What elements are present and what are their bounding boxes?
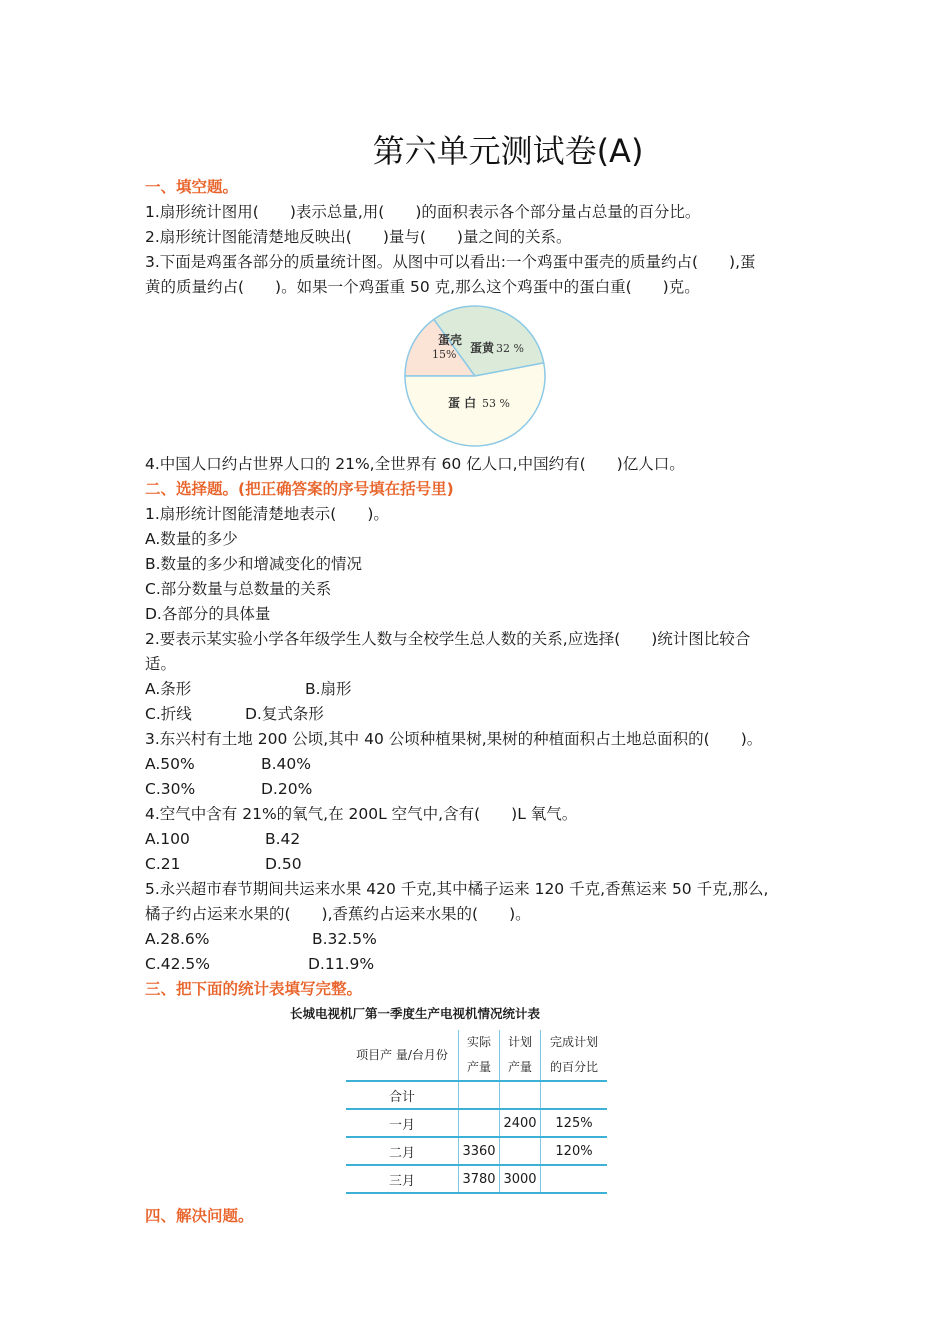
s2-q5-option-d: D.11.9% [308, 955, 375, 973]
row-label: 三月 [346, 1165, 459, 1193]
table-row [346, 1165, 607, 1193]
s2-question-5-line1: 5.永兴超市春节期间共运来水果 420 千克,其中橘子运来 120 千克,香蕉运来 50 千克,那么, [145, 880, 769, 898]
cell-plan: 3000 [500, 1165, 541, 1193]
s2-q5-options-row1 [145, 927, 810, 952]
pie-label-white-name: 蛋 白 [448, 396, 477, 410]
table-row [346, 1137, 607, 1165]
s2-q5-option-b: B.32.5% [312, 930, 377, 948]
s2-q4-option-a: A.100 [145, 830, 190, 848]
s2-q2-options-row1 [145, 677, 810, 702]
table-row [346, 1109, 607, 1137]
header-actual: 实际 产量 [459, 1030, 500, 1081]
header-plan: 计划 产量 [500, 1030, 541, 1081]
cell-actual: 3780 [459, 1165, 500, 1193]
s2-q2-option-d: D.复式条形 [245, 705, 324, 723]
s2-q5-option-a: A.28.6% [145, 930, 210, 948]
s2-q3-options-row1 [145, 752, 810, 777]
section3-heading: 三、把下面的统计表填写完整。 [145, 980, 363, 998]
s2-q4-option-c: C.21 [145, 855, 181, 873]
s1-question-3-line2: 黄的质量约占( )。如果一个鸡蛋重 50 克,那么这个鸡蛋中的蛋白重( )克。 [145, 278, 700, 296]
pie-svg [400, 302, 550, 450]
cell-actual [459, 1109, 500, 1137]
s2-q4-option-d: D.50 [265, 855, 302, 873]
section1-heading: 一、填空题。 [145, 178, 239, 196]
cell-percent [541, 1081, 608, 1109]
header-item-month: 项目产 量/台月份 [346, 1030, 459, 1081]
s2-q2-option-c: C.折线 [145, 705, 192, 723]
s1-question-3-line1: 3.下面是鸡蛋各部分的质量统计图。从图中可以看出:一个鸡蛋中蛋壳的质量约占( ),蛋 [145, 253, 756, 271]
section2-heading: 二、选择题。(把正确答案的序号填在括号里) [145, 480, 454, 498]
row-label: 一月 [346, 1109, 459, 1137]
s2-q1-option-a: A.数量的多少 [145, 530, 238, 548]
s2-q2-options-row2 [145, 702, 810, 727]
s2-q3-option-b: B.40% [261, 755, 312, 773]
cell-actual [459, 1081, 500, 1109]
row-label: 二月 [346, 1137, 459, 1165]
s2-q5-options-row2 [145, 952, 810, 977]
s2-question-5-line2: 橘子约占运来水果的( ),香蕉约占运来水果的( )。 [145, 905, 531, 923]
cell-plan [500, 1137, 541, 1165]
cell-plan: 2400 [500, 1109, 541, 1137]
cell-plan [500, 1081, 541, 1109]
cell-actual: 3360 [459, 1137, 500, 1165]
table-title: 长城电视机厂第一季度生产电视机情况统计表 [289, 1006, 540, 1021]
s1-question-2: 2.扇形统计图能清楚地反映出( )量与( )量之间的关系。 [145, 228, 572, 246]
s2-q1-option-d: D.各部分的具体量 [145, 605, 271, 623]
s2-q1-option-b: B.数量的多少和增减变化的情况 [145, 555, 363, 573]
egg-pie-chart [145, 300, 810, 452]
cell-percent: 125% [541, 1109, 608, 1137]
s2-question-4: 4.空气中含有 21%的氧气,在 200L 空气中,含有( )L 氧气。 [145, 805, 578, 823]
s2-q4-option-b: B.42 [265, 830, 301, 848]
section4-heading: 四、解决问题。 [145, 1207, 254, 1225]
s2-q2-option-a: A.条形 [145, 680, 192, 698]
pie-label-yolk-value: 32 % [496, 342, 524, 355]
s2-q5-option-c: C.42.5% [145, 955, 210, 973]
s2-q4-options-row2 [145, 852, 810, 877]
worksheet-content [145, 175, 810, 1229]
s2-q3-option-c: C.30% [145, 780, 196, 798]
s2-q1-option-c: C.部分数量与总数量的关系 [145, 580, 332, 598]
s2-question-3: 3.东兴村有土地 200 公顷,其中 40 公顷种植果树,果树的种植面积占土地总面积的( )。 [145, 730, 763, 748]
s2-question-1: 1.扇形统计图能清楚地表示( )。 [145, 505, 389, 523]
header-percent: 完成计划 的百分比 [541, 1030, 608, 1081]
s2-q3-options-row2 [145, 777, 810, 802]
s2-q3-option-a: A.50% [145, 755, 195, 773]
s1-question-4: 4.中国人口约占世界人口的 21%,全世界有 60 亿人口,中国约有( )亿人口。 [145, 455, 685, 473]
row-label: 合计 [346, 1081, 459, 1109]
page-title: 第六单元测试卷(A) [372, 132, 644, 170]
pie-label-shell-name: 蛋壳 [438, 333, 463, 347]
s2-q4-options-row1 [145, 827, 810, 852]
cell-percent [541, 1165, 608, 1193]
s1-question-1: 1.扇形统计图用( )表示总量,用( )的面积表示各个部分量占总量的百分比。 [145, 203, 701, 221]
production-stats-table [346, 1030, 607, 1194]
cell-percent: 120% [541, 1137, 608, 1165]
s2-q2-option-b: B.扇形 [305, 680, 352, 698]
pie-label-yolk-name: 蛋黄 [470, 341, 495, 355]
table-header-row [346, 1030, 607, 1081]
pie-label-shell-value: 15% [432, 348, 457, 361]
s2-question-2-line2: 适。 [145, 655, 177, 673]
s2-question-2-line1: 2.要表示某实验小学各年级学生人数与全校学生总人数的关系,应选择( )统计图比较合 [145, 630, 751, 648]
table-row [346, 1081, 607, 1109]
pie-label-white-value: 53 % [482, 397, 510, 410]
s2-q3-option-d: D.20% [261, 780, 313, 798]
